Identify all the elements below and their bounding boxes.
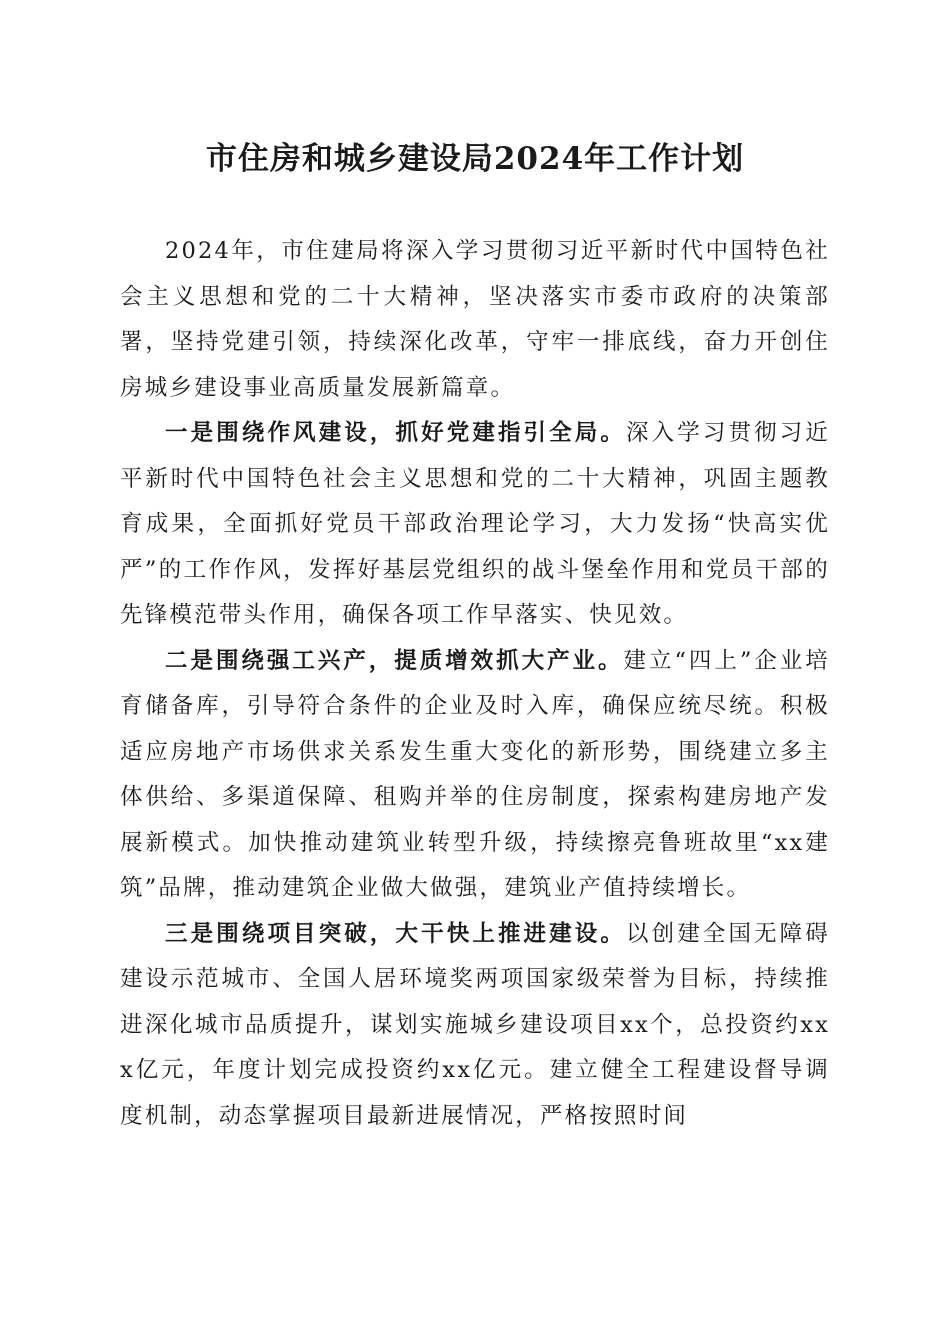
section-paragraph-1 bbox=[120, 411, 830, 639]
section-text-1: 深入学习贯彻习近平新时代中国特色社会主义思想和党的二十大精神，巩固主题教育成果，全面抓好党员干部政治理论学习，大力发扬“快高实优严”的工作作风，发挥好基层党组织的战斗堡垒作用和党员干部的先锋模范带头作用，确保各项工作早落实、快见效。 bbox=[120, 420, 830, 628]
section-heading-1: 一是围绕作风建设，抓好党建指引全局。 bbox=[165, 420, 627, 446]
section-heading-3: 三是围绕项目突破，大干快上推进建设。 bbox=[165, 920, 627, 947]
intro-paragraph: 2024年，市住建局将深入学习贯彻习近平新时代中国特色社会主义思想和党的二十大精神，坚决落实市委市政府的决策部署，坚持党建引领，持续深化改革，守牢一排底线，奋力开创住房城乡建设事业高质量发展新篇章。 bbox=[120, 238, 830, 401]
section-text-2: 建立“四上”企业培育储备库，引导符合条件的企业及时入库，确保应统尽统。积极适应房地产市场供求关系发生重大变化的新形势，围绕建立多主体供给、多渠道保障、租购并举的住房制度，探索构建房地产发展新模式。加快推动建筑业转型升级，持续擦亮鲁班故里“xx建筑”品牌，推动建筑企业做大做强，建筑业产值持续增长。 bbox=[120, 647, 830, 901]
section-paragraph-3 bbox=[120, 912, 830, 1140]
section-heading-2: 二是围绕强工兴产，提质增效抓大产业。 bbox=[165, 647, 624, 674]
document-title: 市住房和城乡建设局2024年工作计划 bbox=[205, 141, 745, 177]
section-text-3: 以创建全国无障碍建设示范城市、全国人居环境奖两项国家级荣誉为目标，持续推进深化城市品质提升，谋划实施城乡建设项目xx个，总投资约xxx亿元，年度计划完成投资约xx亿元。建立健全工程建设督导调度机制，动态掌握项目最新进展情况，严格按照时间 bbox=[120, 920, 830, 1129]
section-paragraph-2 bbox=[120, 639, 830, 912]
document-body bbox=[120, 229, 830, 1139]
